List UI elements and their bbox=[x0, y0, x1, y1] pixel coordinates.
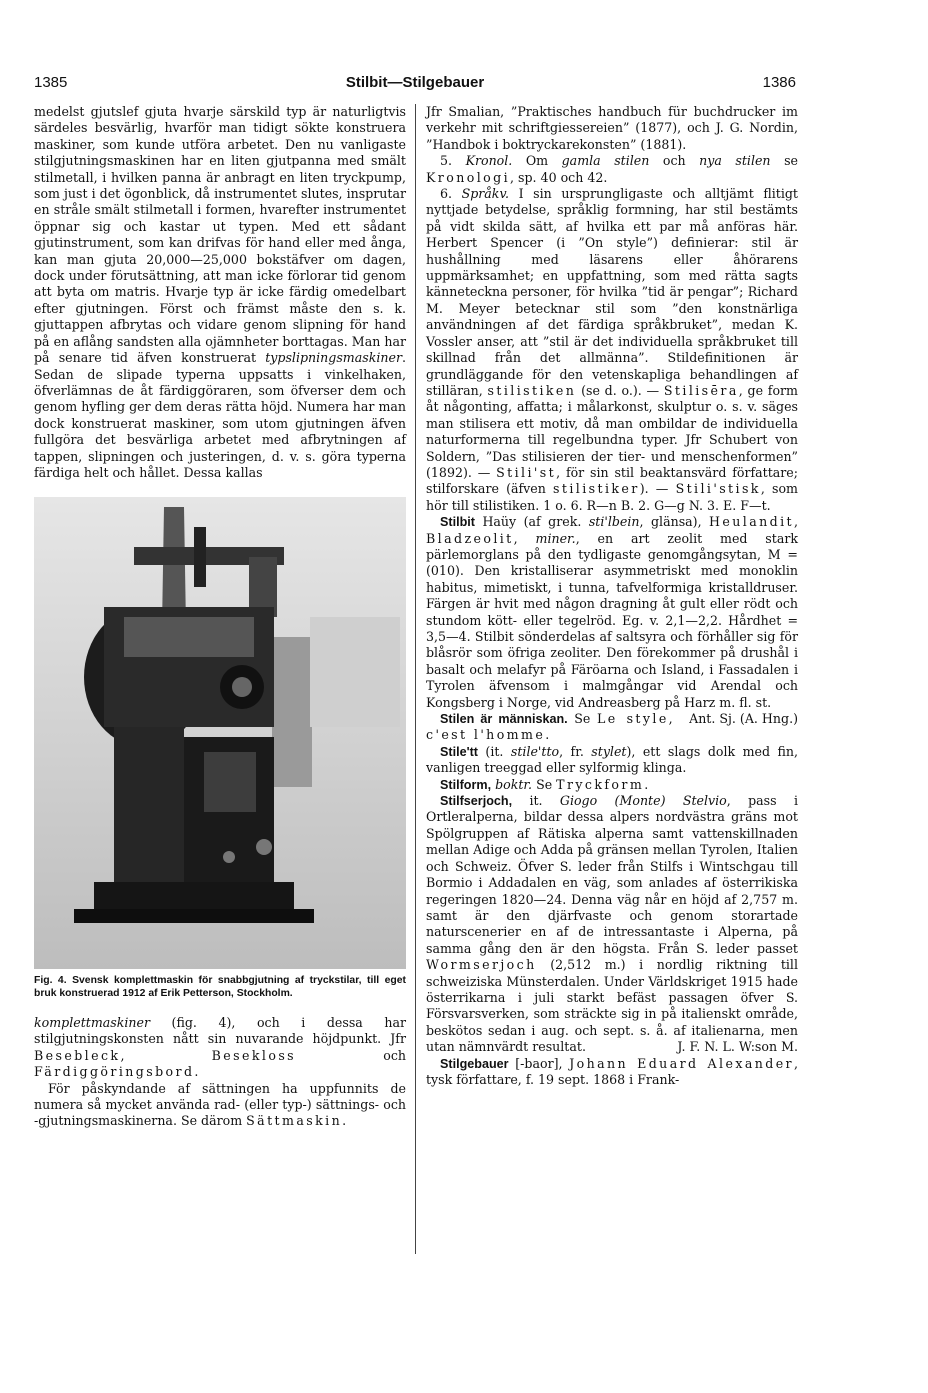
right-column bbox=[426, 104, 798, 1088]
entry-stilfserjoch: Stilfserjoch, it. Giogo (Monte) Stelvio, pass i Ortleralperna, bildar dessa alpers nordvästra gräns mot Spölgruppen af Rätiska alperna samt vattenskillnaden mellan Adige och Adda på gränsen mellan Tyrolen, Italien och Schweiz. Öfver S. leder från Stilfs i Wintschgau till Bormio i Addadalen en väg, som anlades af österrikiska regeringen 1820—24. Denna väg når en höjd af 2,757 m. samt är den djärfvaste och genom storartade naturscenerier en af de intressantaste i Alperna, på samma gång den är den högsta. Från S. leder passet Wormserjoch (2,512 m.) i nordlig riktning till schweiziska Münsterdalen. Under Världskriget 1915 hade österrikarna i juli starkt befäst passagen öfver S. Försvarsverken, som sträckte sig in på italienskt område, beskötos sedan i aug. och sept. s. å. af italienarna, men utan nämnvärdt resultat. J. F. N. L. W:son M. bbox=[426, 793, 798, 1055]
machine-photo bbox=[34, 497, 406, 969]
left-column bbox=[34, 104, 406, 1130]
paragraph-kronol: 5. Kronol. Om gamla stilen och nya stilen se Kronologi, sp. 40 och 42. bbox=[426, 153, 798, 185]
headword-stilett: Stile'tt bbox=[440, 744, 478, 759]
paragraph-sattmaskin: För påskyndande af sättningen ha uppfunnits de numera så mycket använda rad- (eller typ-) sättnings- och -gjutningsmaskinerna. Se därom Sättmaskin. bbox=[34, 1080, 406, 1129]
headword-stilbit: Stilbit bbox=[440, 515, 475, 530]
page-header bbox=[34, 74, 796, 96]
figure-caption: Fig. 4. Svensk komplettmaskin för snabbgjutning af tryckstilar, till eget bruk konstruerad 1912 af Erik Petterson, Stockholm. bbox=[34, 975, 406, 1000]
paragraph-komplettmaskiner: komplettmaskiner (fig. 4), och i dessa har stilgjutningskonsten nått sin nuvarande höjdpunkt. Jfr Besebleck, Besekloss och Färdiggöringsbord. bbox=[34, 1014, 406, 1080]
page-number-left: 1385 bbox=[34, 74, 68, 91]
figure-komplettmaskin bbox=[34, 497, 406, 969]
author-signature: Ant. Sj. (A. Hng.) bbox=[689, 711, 798, 727]
entry-stilen: Stilen är människan. Se Le style, c'est l'homme. bbox=[426, 711, 676, 743]
column-divider bbox=[415, 104, 416, 1254]
entry-stilgebauer: Stilgebauer [-baor], Johann Eduard Alexander, tysk författare, f. 19 sept. 1868 i Frank- bbox=[426, 1055, 798, 1087]
headword-stilgebauer: Stilgebauer bbox=[440, 1056, 509, 1071]
page-number-right: 1386 bbox=[762, 74, 796, 91]
headword-stilfserjoch: Stilfserjoch, bbox=[440, 794, 513, 809]
entry-stilett: Stile'tt (it. stile'tto, fr. stylet), ett slags dolk med fin, vanligen treeggad eller sylformig klinga. bbox=[426, 743, 799, 776]
entry-stilform: Stilform, boktr. Se Tryckform. bbox=[440, 776, 649, 792]
paragraph-sprakv: 6. Språkv. I sin ursprungligaste och alltjämt flitigt nyttjade betydelse, språklig formning, har stil bestämts på vidt skilda sätt, af hvilka ett par må anföras här. Herbert Spencer (i ”On style”) definierar: stil är hushållning med läsarens eller åhörarens uppmärksamhet; en uppfattning, som med rätta sagts känneteckna personer, för hvilka ”tid är pengar”; Richard M. Meyer betecknar stil som ”den konstnärliga användningen af det färdiga språkbruket”, medan K. Vossler anser, att ”stil är det individuella språkbruket till skillnad från det allmänna”. Stildefinitionen är grundläggande för den vetenskapliga behandlingen af stilläran, stilistiken (se d. o.). — Stilisēra, ge form åt någonting, affatta; i målarkonst, skulptur o. s. v. säges man stilisera ett motiv, då man ombildar de individuella naturformerna till regelbundna typer. Jfr Schubert von Soldern, ”Das stilisieren der tier- und menschenformen” (1892). — Stili'st, för sin stil beaktansvärd författare; stilforskare (äfven stilistiker). — Stili'stisk, som hör till stilistiken. 1 o. 6. R—n B. 2. G—g N. 3. E. F—t. bbox=[426, 186, 799, 513]
headword-stilform: Stilform, bbox=[440, 777, 492, 792]
entry-stilbit: Stilbit Haüy (af grek. sti'lbein, glänsa), Heulandit, Bladzeolit, miner., en art zeolit med stark pärlemorglans på den tydligaste genomgångsytan, M = (010). Den kristalliserar asymmetriskt med monoklin habitus, mimetiskt, i tunna, tafvelformiga kristalldruser. Färgen är hvit med någon dragning åt gult eller rödt och stundom kött- eller tegelröd. Eg. v. 2,1—2,2. Hårdhet = 3,5—4. Stilbit sönderdelas af saltsyra och förhåller sig för blåsrör som öfriga zeoliter. Den förekommer på drushål i basalt och melafyr på Färöarna och Island, i Fassadalen i Tyrolen äfvensom i malmgångar vid Arendal och Kongsberg i Norge, vid Andreasberg på Harz m. fl. st. Ant. Sj. (A. Hng.) bbox=[426, 514, 799, 727]
paragraph-stilgjutning: medelst gjutslef gjuta hvarje särskild typ är naturligtvis särdeles besvärlig, hvarför man tidigt sökte konstruera maskiner, som kunde utföra arbetet. Den nu vanligaste stilgjutningsmaskinen har en liten gjutpanna med smält stilmetall, i hvilken panna är anbragt en liten tryckpump, som just i det ögonblick, då instrumentet slutes, insprutar en stråle smält stilmetall i formen, hvarefter instrumentet öppnar sig och kastar ut typen. Med ett sådant gjutinstrument, som kan drifvas för hand eller med ånga, kan man gjuta 20,000—25,000 bokstäfver om dagen, dock under förutsättning, att man icke förlorar tid genom att byta om matris. Hvarje typ är icke färdig omedelbart efter gjutningen. Först och främst måste den s. k. gjuttappen afbrytas och vidare genom slipning för hand på en aflång sandsten alla ojämnheter borttagas. Man har på senare tid äfven konstruerat typslipningsmaskiner. Sedan de slipade typerna uppsatts i vinkelhaken, öfverlämnas de åt färdiggöraren, som öfverser dem och genom hyfling ger dem deras rätta höjd. Numera har man dock konstruerat maskiner, som utom gjutningen äfven fullgöra det besvärliga arbetet med afbrytningen af tappen, slipningen och justeringen, d. v. s. göra typerna färdiga helt och hållet. Dessa kallas bbox=[34, 104, 406, 480]
paragraph-references: Jfr Smalian, ”Praktisches handbuch für buchdrucker im verkehr mit schriftgiessereien” (1877), och J. G. Nordin, ”Handbok i boktryckarekonsten” (1881). bbox=[426, 104, 798, 152]
author-signature: J. F. N. L. W:son M. bbox=[677, 1039, 798, 1055]
running-title: Stilbit—Stilgebauer bbox=[345, 74, 485, 91]
headword-stilen: Stilen är människan. bbox=[440, 712, 568, 727]
